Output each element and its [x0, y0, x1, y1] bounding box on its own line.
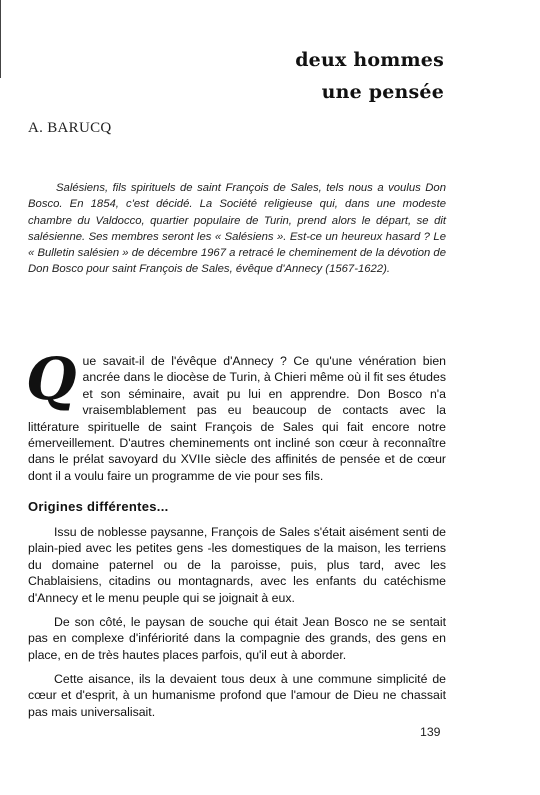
article-title	[295, 44, 444, 108]
margin-rule	[0, 0, 1, 78]
author-name: A. BARUCQ	[28, 120, 112, 136]
drop-cap: Q	[26, 345, 77, 413]
intro-paragraph: Salésiens, fils spirituels de saint François de Sales, tels nous a voulus Don Bosco. En 1854, c'est décidé. La Société religieuse qui, dans une modeste chambre du Valdocco, quartier populaire de Turin, prend alors le départ, se dit salésienne. Ses membres seront les « Salésiens ». Est-ce un heureux hasard ? Le « Bulletin salésien » de décembre 1967 a retracé le cheminement de la dévotion de Don Bosco pour saint François de Sales, évêque d'Annecy (1567-1622).	[28, 182, 446, 276]
body-paragraph-2: Issu de noblesse paysanne, François de Sales s'était aisément senti de plain-pied avec les petites gens -les domestiques de la maison, les terriens du domaine paternel ou de la paroisse, puis, plus tard, avec les Chablaisiens, citadins ou montagnards, avec les enfants du catéchisme d'Annecy et le menu peuple qui se joignait à eux.	[28, 525, 446, 605]
body-paragraph-3: De son côté, le paysan de souche qui était Jean Bosco ne se sentait pas en complexe d'infériorité dans la compagnie des grands, des gens en place, en de très hautes places parfois, qu'il eut à aborder.	[28, 615, 446, 662]
paragraph-1-text: ue savait-il de l'évêque d'Annecy ? Ce qu'une vénération bien ancrée dans le diocèse de Turin, à Chieri même où il fit ses études et son séminaire, avait pu lui en apprendre. Don Bosco n'a vraisemblablement pas eu beaucoup de contacts avec la littérature spirituelle de saint François de Sales qui fait encore notre émerveillement. D'autres cheminements ont incliné son cœur à reconnaître dans le prélat savoyard du XVIIe siècle des affinités de pensée et de cœur dont il a voulu faire un programme de vie pour ses fils.	[28, 354, 446, 483]
body-paragraph-1	[26, 345, 446, 484]
page-number: 139	[420, 725, 441, 739]
body-paragraph-4: Cette aisance, ils la devaient tous deux à une commune simplicité de cœur et d'esprit, à un humanisme profond que l'amour de Dieu ne chassait pas mais universalisait.	[28, 672, 446, 719]
title-line-1: deux hommes	[295, 49, 444, 71]
section-heading: Origines différentes...	[28, 499, 169, 514]
title-line-2: une pensée	[321, 81, 444, 103]
